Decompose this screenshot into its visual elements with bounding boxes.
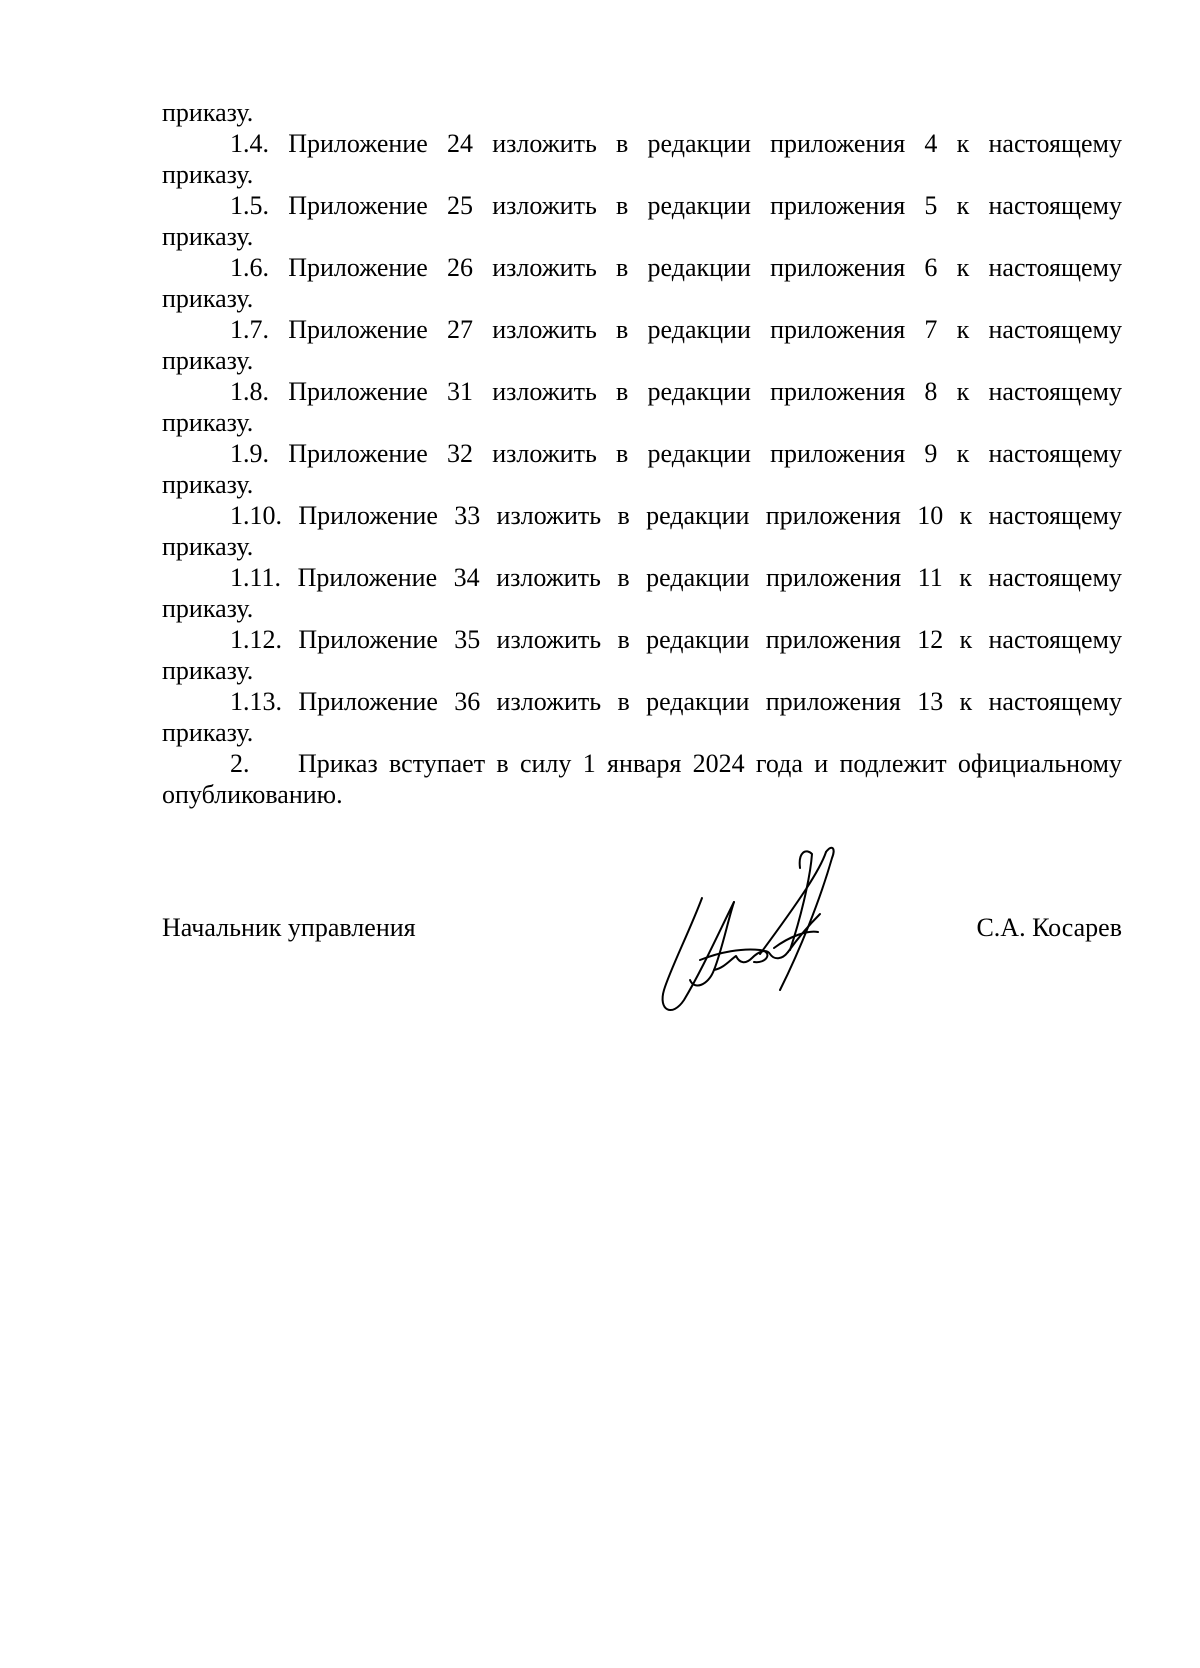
clause-word: в [616,253,629,282]
clause-word: 6 [924,253,938,282]
clause-word: Приложение [288,377,428,406]
line-text: приказу. [162,222,254,251]
clause-word: настоящему [988,315,1122,344]
line-text: приказу. [162,594,254,623]
clause-word: настоящему [988,687,1122,716]
clause-word: 1 [582,749,596,778]
clause-word: настоящему [988,501,1122,530]
clause-word: 36 [454,687,481,716]
clause-word: в [616,377,629,406]
clause-word: приложения [770,253,906,282]
clause-word: 11 [917,563,943,592]
clause-word: Приказ [298,749,378,778]
clause-word: изложить [496,563,601,592]
clause-word: 34 [453,563,480,592]
clause-word: в [616,191,629,220]
text-line [162,159,1122,190]
clause-word: настоящему [988,191,1122,220]
clause-number: 2. [230,749,250,778]
clause-line [162,128,1122,159]
clause-word: 5 [924,191,938,220]
clause-word: 24 [446,129,473,158]
clause-word: к [956,439,970,468]
clause-word: приложения [770,315,906,344]
text-line [162,283,1122,314]
text-line [162,531,1122,562]
clause-word: официальному [957,749,1122,778]
text-line [162,97,1122,128]
clause-word: Приложение [298,625,438,654]
clause-word: 9 [924,439,938,468]
clause-line [162,686,1122,717]
clause-word: вступает [389,749,486,778]
clause-word: 4 [924,129,938,158]
clause-word: настоящему [988,625,1122,654]
clause-word: редакции [647,439,751,468]
clause-word: в [616,129,629,158]
clause-word: в [616,315,629,344]
line-text: приказу. [162,408,254,437]
clause-word: 26 [446,253,473,282]
clause-word: настоящему [988,253,1122,282]
line-text: приказу. [162,718,254,747]
clause-number: 1.10. [230,501,282,530]
clause-word: изложить [492,191,597,220]
clause-word: 12 [917,625,944,654]
signatory-title: Начальник управления [162,913,416,942]
line-text: приказу. [162,98,254,127]
text-line [162,779,1122,810]
text-line [162,407,1122,438]
clause-word: в [617,563,630,592]
line-text: приказу. [162,346,254,375]
clause-word: силу [519,749,572,778]
clause-word: 13 [917,687,944,716]
clause-word: 33 [454,501,481,530]
clause-word: приложения [765,687,901,716]
clause-number: 1.13. [230,687,282,716]
text-line [162,345,1122,376]
clause-word: приложения [770,439,906,468]
clause-word: Приложение [298,687,438,716]
clause-word: настоящему [988,377,1122,406]
clause-number: 1.5. [230,191,269,220]
clause-word: Приложение [288,315,428,344]
clause-word: изложить [492,439,597,468]
clause-word: приложения [765,625,901,654]
clause-word: изложить [492,253,597,282]
clause-line [162,624,1122,655]
clause-word: января [607,749,682,778]
clause-word: изложить [492,315,597,344]
clause-word: приложения [765,501,901,530]
line-text: приказу. [162,470,254,499]
clause-word: Приложение [297,563,438,592]
clause-number: 1.7. [230,315,269,344]
clause-line [162,438,1122,469]
clause-word: редакции [646,563,750,592]
clause-word: настоящему [988,439,1122,468]
clause-word: настоящему [988,129,1122,158]
clause-word: редакции [647,377,751,406]
clause-word: подлежит [839,749,947,778]
clause-word: Приложение [298,501,438,530]
clause-word: изложить [496,501,602,530]
clause-word: приложения [770,377,906,406]
signatory-name: С.А. Косарев [976,913,1122,942]
clause-word: приложения [770,191,906,220]
clause-word: года [755,749,803,778]
clause-word: редакции [646,501,750,530]
clause-word: к [959,563,972,592]
handwritten-signature [650,840,890,1020]
clause-word: 32 [446,439,473,468]
clause-word: к [959,687,973,716]
clause-number: 1.12. [230,625,282,654]
text-line [162,593,1122,624]
clause-word: в [617,501,630,530]
clause-word: 8 [924,377,938,406]
signature-block [162,912,1122,952]
clause-word: 35 [454,625,481,654]
order-text [162,97,1122,810]
clause-line [162,562,1122,593]
clause-word: 27 [446,315,473,344]
line-text: приказу. [162,284,254,313]
clause-word: редакции [646,687,750,716]
clause-word: к [959,625,973,654]
clause-word: к [959,501,973,530]
clause-number: 1.6. [230,253,269,282]
clause-word: изложить [492,129,597,158]
text-line [162,221,1122,252]
clause-text [298,748,1122,779]
line-text: опубликованию. [162,780,343,809]
clause-number: 1.8. [230,377,269,406]
clause-word: приложения [766,563,902,592]
clause-word: изложить [496,625,602,654]
clause-word: приложения [770,129,906,158]
clause-word: Приложение [288,129,428,158]
line-text: приказу. [162,656,254,685]
clause-word: Приложение [288,191,428,220]
clause-number: 1.4. [230,129,269,158]
clause-word: к [956,377,970,406]
clause-line [162,376,1122,407]
clause-number: 1.11. [230,563,282,592]
clause-word: изложить [492,377,597,406]
text-line [162,469,1122,500]
clause-word: в [496,749,509,778]
clause-word: изложить [496,687,602,716]
clause-word: к [956,191,970,220]
line-text: приказу. [162,160,254,189]
clause-word: 2024 [692,749,745,778]
clause-line [162,500,1122,531]
clause-word: редакции [647,253,751,282]
clause-number: 1.9. [230,439,269,468]
clause-line [162,252,1122,283]
clause-word: настоящему [988,563,1122,592]
clause-word: 31 [446,377,473,406]
clause-word: к [956,129,970,158]
clause-word: Приложение [288,253,428,282]
line-text: приказу. [162,532,254,561]
clause-word: редакции [647,129,751,158]
clause-word: редакции [647,315,751,344]
clause-word: к [956,315,970,344]
clause-word: 25 [446,191,473,220]
clause-word: редакции [646,625,750,654]
clause-word: и [814,749,829,778]
clause-word: 7 [924,315,938,344]
clause-line [162,314,1122,345]
clause-line [162,190,1122,221]
clause-word: в [617,687,630,716]
clause-word: 10 [917,501,944,530]
text-line [162,717,1122,748]
clause-word: к [956,253,970,282]
clause-word: Приложение [288,439,428,468]
clause-word: в [616,439,629,468]
clause-word: в [617,625,630,654]
text-line [162,655,1122,686]
clause-line [162,748,1122,779]
clause-word: редакции [647,191,751,220]
